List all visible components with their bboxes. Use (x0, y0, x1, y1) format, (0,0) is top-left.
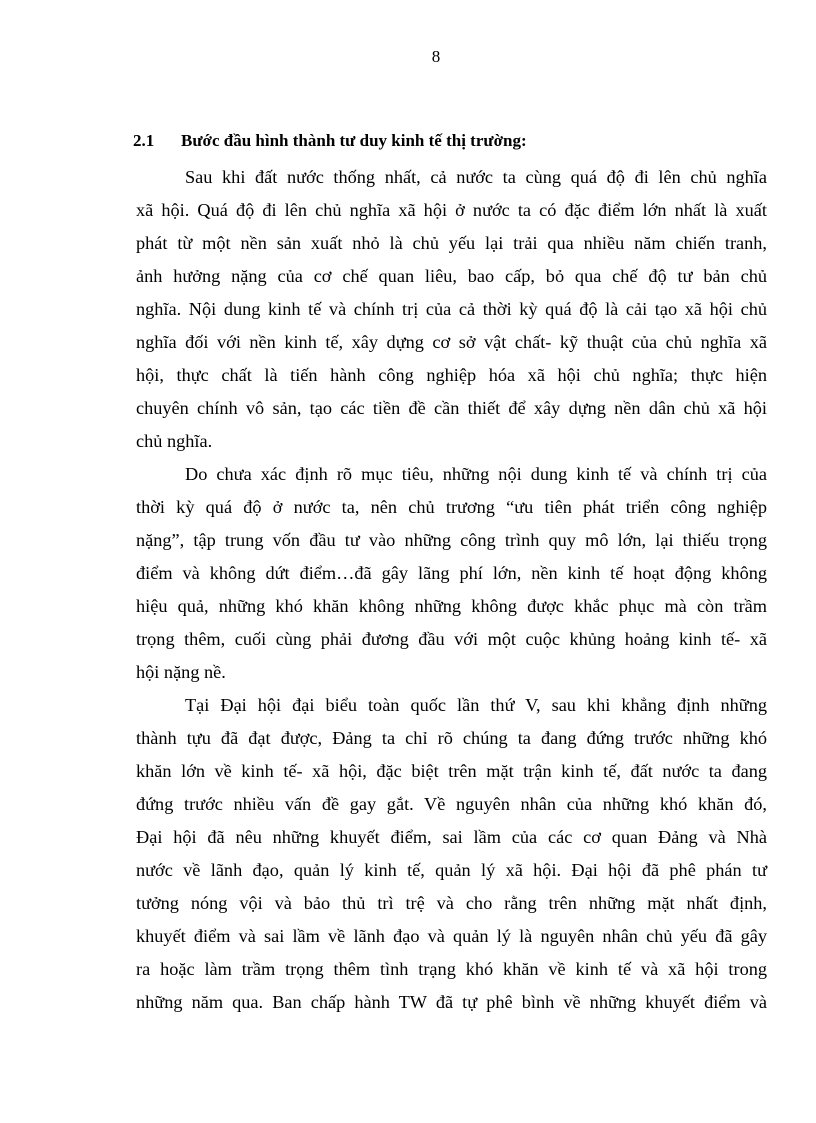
paragraph-line: Đại hội đã nêu những khuyết điểm, sai lầm của các cơ quan Đảng và Nhà (136, 827, 767, 847)
paragraph-line: nghĩa. Nội dung kinh tế và chính trị của cả thời kỳ quá độ là cải tạo xã hội chủ (136, 299, 767, 319)
paragraph-line: thời kỳ quá độ ở nước ta, nên chủ trương “ưu tiên phát triển công nghiệp (136, 497, 767, 517)
paragraph-line: hội, thực chất là tiến hành công nghiệp hóa xã hội chủ nghĩa; thực hiện (136, 365, 767, 385)
paragraph-line: chủ nghĩa. (136, 431, 213, 451)
section-heading (133, 131, 773, 151)
paragraph-line: đứng trước nhiều vấn đề gay gắt. Về nguyên nhân của những khó khăn đó, (136, 794, 767, 814)
paragraph-line: hiệu quả, những khó khăn không những không được khắc phục mà còn trầm (136, 596, 767, 616)
paragraph-line: hội nặng nề. (136, 662, 226, 682)
paragraph-line: nước về lãnh đạo, quản lý kinh tế, quản lý xã hội. Đại hội đã phê phán tư (136, 860, 767, 880)
paragraph-line: Do chưa xác định rõ mục tiêu, những nội dung kinh tế và chính trị của (185, 464, 767, 484)
paragraph-line: nặng”, tập trung vốn đầu tư vào những công trình quy mô lớn, lại thiếu trọng (136, 530, 767, 550)
paragraph-line: xã hội. Quá độ đi lên chủ nghĩa xã hội ở nước ta có đặc điểm lớn nhất là xuất (136, 200, 767, 220)
paragraph-line: thành tựu đã đạt được, Đảng ta chỉ rõ chúng ta đang đứng trước những khó (136, 728, 767, 748)
section-number: 2.1 (133, 131, 155, 150)
paragraph-line: ra hoặc làm trầm trọng thêm tình trạng khó khăn về kinh tế và xã hội trong (136, 959, 767, 979)
paragraph-line: khuyết điểm và sai lầm về lãnh đạo và quản lý là nguyên nhân chủ yếu đã gây (136, 926, 767, 946)
paragraph-line: tưởng nóng vội và bảo thủ trì trệ và cho rằng trên những mặt nhất định, (136, 893, 767, 913)
paragraph-line: trọng thêm, cuối cùng phải đương đầu với một cuộc khủng hoảng kinh tế- xã (136, 629, 767, 649)
page-number: 8 (431, 47, 441, 66)
section-title: Bước đầu hình thành tư duy kinh tế thị trường: (181, 131, 527, 150)
paragraph-line: phát từ một nền sản xuất nhỏ là chủ yếu lại trải qua nhiều năm chiến tranh, (136, 233, 767, 253)
paragraph-line: nghĩa đối với nền kinh tế, xây dựng cơ sở vật chất- kỹ thuật của chủ nghĩa xã (136, 332, 767, 352)
paragraph-line: chuyên chính vô sản, tạo các tiền đề cần thiết để xây dựng nền dân chủ xã hội (136, 398, 767, 418)
paragraph-line: ảnh hưởng nặng của cơ chế quan liêu, bao cấp, bỏ qua chế độ tư bản chủ (136, 266, 767, 286)
paragraph-line: Sau khi đất nước thống nhất, cả nước ta cùng quá độ đi lên chủ nghĩa (185, 167, 767, 187)
paragraph-line: Tại Đại hội đại biểu toàn quốc lần thứ V, sau khi khẳng định những (185, 695, 767, 715)
paragraph-line: điểm và không dứt điểm…đã gây lãng phí lớn, nền kinh tế hoạt động không (136, 563, 767, 583)
paragraph-line: những năm qua. Ban chấp hành TW đã tự phê bình về những khuyết điểm và (136, 992, 767, 1012)
paragraph-line: khăn lớn về kinh tế- xã hội, đặc biệt trên mặt trận kinh tế, đất nước ta đang (136, 761, 767, 781)
